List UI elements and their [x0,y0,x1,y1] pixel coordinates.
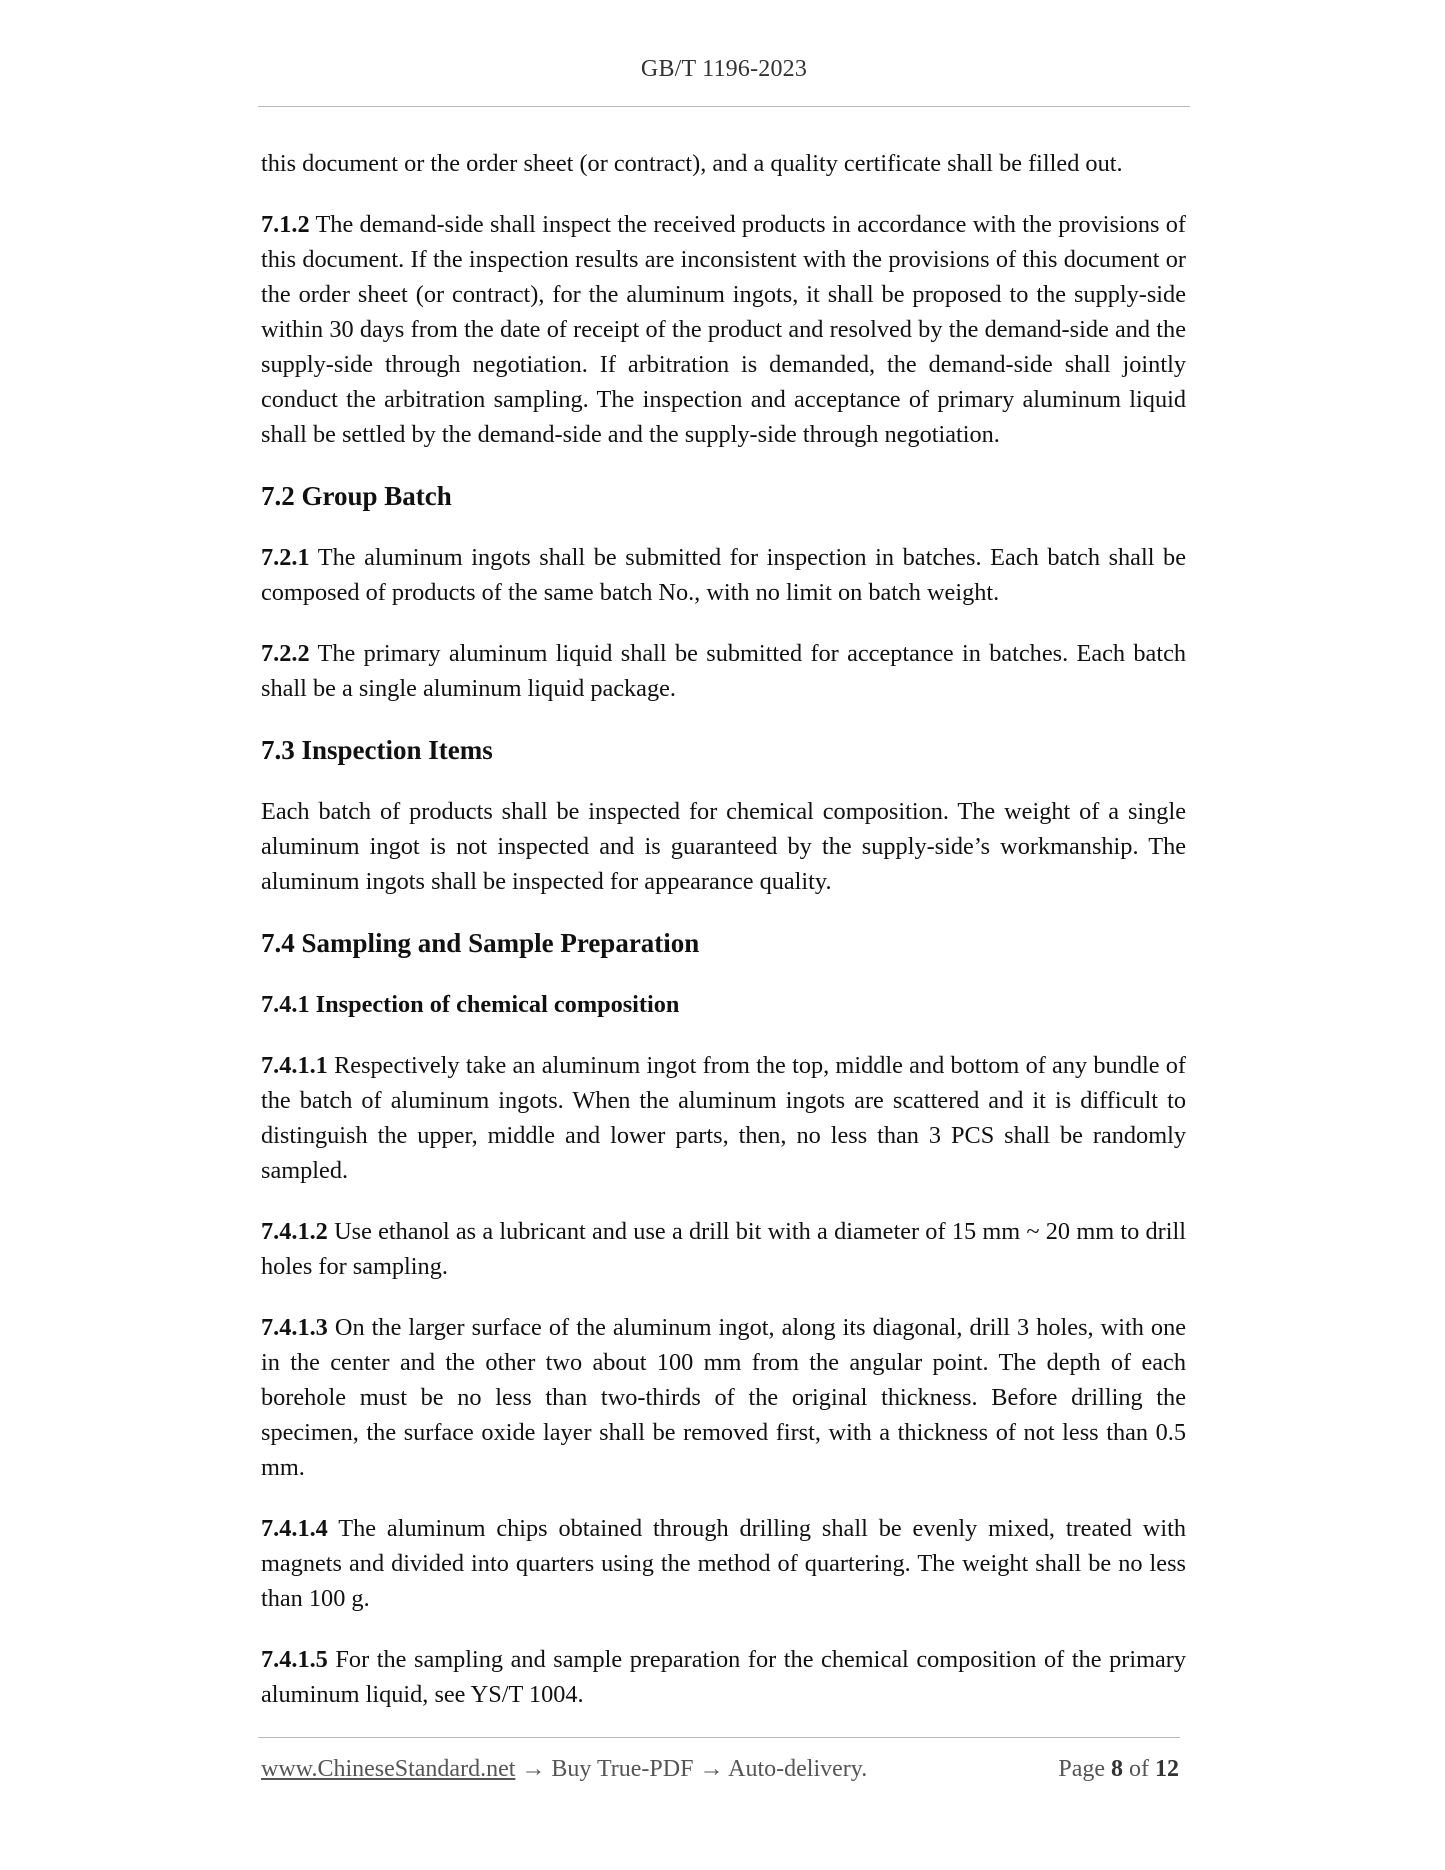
clause-text: The aluminum ingots shall be submitted for inspection in batches. Each batch shall be composed of products of the same batch No., with no limit on batch weight. [261,544,1186,606]
clause-number: 7.4.1.2 [261,1218,328,1245]
clause-text: Respectively take an aluminum ingot from the top, middle and bottom of any bundle of the batch of aluminum ingots. When the aluminum ingots are scattered and it is difficult to distinguish the upper, middle and lower parts, then, no less than 3 PCS shall be randomly sampled. [261,1052,1186,1184]
clause-text: For the sampling and sample preparation for the chemical composition of the primary aluminum liquid, see YS/T 1004. [261,1646,1186,1708]
paragraph-continued: this document or the order sheet (or contract), and a quality certificate shall be filled out. [261,150,1123,177]
clause-number: 7.4.1.3 [261,1314,328,1341]
page-number: 8 [1111,1756,1123,1782]
clause-number: 7.4.1.5 [261,1646,328,1673]
subsection-heading-7-4-1: 7.4.1 Inspection of chemical composition [261,991,680,1018]
clause-number: 7.4.1.1 [261,1052,328,1079]
clause-7-4-1-4 [261,1511,1186,1616]
clause-number: 7.2.2 [261,640,310,667]
clause-number: 7.4.1.4 [261,1515,328,1542]
page-indicator [1058,1756,1179,1783]
footer-promo [261,1756,867,1783]
section-heading-7-3: 7.3 Inspection Items [261,735,493,765]
clause-7-4-1-2 [261,1214,1186,1284]
website-link[interactable]: www.ChineseStandard.net [261,1756,516,1782]
clause-7-2-1 [261,540,1186,610]
document-header: GB/T 1196-2023 [640,56,808,82]
buy-text: Buy True-PDF [551,1756,694,1782]
clause-text: On the larger surface of the aluminum ingot, along its diagonal, drill 3 holes, with one in the center and the other two about 100 mm from the angular point. The depth of each borehole must be no less than two-thirds of the original thickness. Before drilling the specimen, the surface oxide layer shall be removed first, with a thickness of not less than 0.5 mm. [261,1314,1187,1481]
clause-7-2-2 [261,636,1186,706]
page-footer [261,1756,1179,1790]
clause-number: 7.2.1 [261,544,310,571]
arrow-right-icon: → [521,1756,546,1782]
clause-7-4-1-5 [261,1642,1186,1712]
page-total: 12 [1155,1756,1179,1782]
clause-7-1-2 [261,207,1186,452]
page-label: Page [1058,1756,1105,1782]
footer-divider [258,1737,1180,1738]
clause-text: The primary aluminum liquid shall be submitted for acceptance in batches. Each batch shall be a single aluminum liquid package. [261,640,1187,702]
section-heading-7-4: 7.4 Sampling and Sample Preparation [261,928,700,958]
section-heading-7-2: 7.2 Group Batch [261,481,452,511]
clause-text: The demand-side shall inspect the received products in accordance with the provisions of this document. If the inspection results are inconsistent with the provisions of this document or the order sheet (or contract), for the aluminum ingots, it shall be proposed to the supply-side within 30 days from the date of receipt of the product and resolved by the demand-side and the supply-side through negotiation. If arbitration is demanded, the demand-side shall jointly conduct the arbitration sampling. The inspection and acceptance of primary aluminum liquid shall be settled by the demand-side and the supply-side through negotiation. [261,211,1186,448]
clause-7-4-1-1 [261,1048,1186,1188]
of-label: of [1129,1756,1149,1782]
clause-text: The aluminum chips obtained through drilling shall be evenly mixed, treated with magnets and divided into quarters using the method of quartering. The weight shall be no less than 100 g. [261,1515,1187,1612]
arrow-right-icon: → [699,1756,724,1782]
paragraph-7-3: Each batch of products shall be inspected for chemical composition. The weight of a single aluminum ingot is not inspected and is guaranteed by the supply-side’s workmanship. The aluminum ingots shall be inspected for appearance quality. [261,798,1186,895]
clause-number: 7.1.2 [261,211,310,238]
page-content [261,146,1186,1712]
clause-text: Use ethanol as a lubricant and use a drill bit with a diameter of 15 mm ~ 20 mm to drill holes for sampling. [261,1218,1186,1280]
header-divider [258,106,1190,107]
clause-7-4-1-3 [261,1310,1186,1485]
delivery-text: Auto-delivery. [728,1756,868,1782]
